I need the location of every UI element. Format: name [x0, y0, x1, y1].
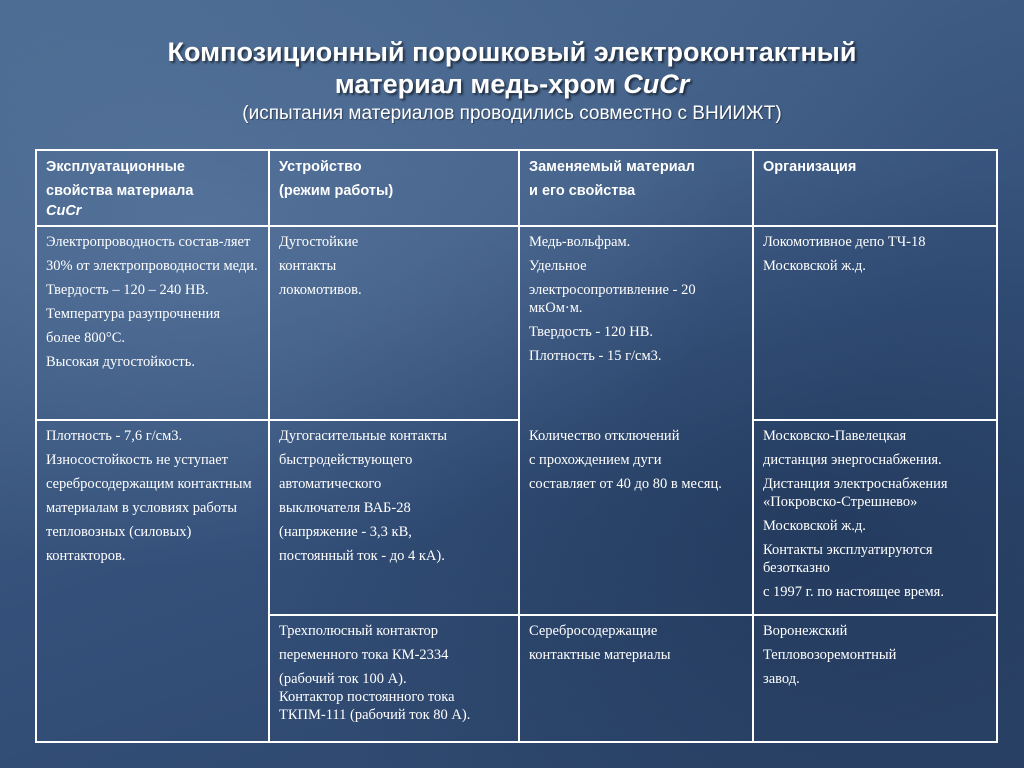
cell-row1-organization: [754, 227, 996, 419]
cell-row2-replaced: [520, 421, 752, 614]
device-text: Дугогасительные контакты: [279, 428, 447, 444]
cell-row2-organization: [754, 421, 996, 614]
header-properties-line2: свойства материала: [46, 183, 194, 199]
replaced-text: Медь-вольфрам.: [529, 234, 631, 250]
replaced-text: контактные материалы: [529, 647, 671, 663]
header-replaced-line1: Заменяемый материал: [529, 159, 695, 175]
title-line-2-main: материал медь-хром: [334, 69, 624, 99]
property-text: контакторов.: [46, 548, 126, 564]
property-text: тепловозных (силовых): [46, 524, 192, 540]
cell-row1-replaced: [520, 227, 752, 419]
replaced-text: Удельное: [529, 258, 587, 274]
property-text: Плотность - 7,6 г/см3.: [46, 428, 183, 444]
device-text: Контактор постоянного тока ТКПМ-111 (рабочий ток 80 А).: [279, 689, 471, 723]
header-device-line1: Устройство: [279, 159, 362, 175]
organization-text: Московской ж.д.: [763, 258, 866, 274]
property-text: 30% от электропроводности меди.: [46, 258, 258, 274]
replaced-text: Количество отключений: [529, 428, 680, 444]
organization-text: дистанция энергоснабжения.: [763, 452, 942, 468]
cell-row1-device: [270, 227, 518, 419]
device-text: локомотивов.: [279, 282, 362, 298]
replaced-text: составляет от 40 до 80 в месяц.: [529, 476, 722, 492]
device-text: постоянный ток - до 4 кА).: [279, 548, 445, 564]
organization-text: завод.: [763, 671, 800, 687]
header-replaced: [520, 151, 752, 225]
cell-row3-device: [270, 616, 518, 741]
property-text: материалам в условиях работы: [46, 500, 237, 516]
replaced-text: с прохождением дуги: [529, 452, 662, 468]
property-text: Твердость – 120 – 240 НВ.: [46, 282, 209, 298]
property-text: Высокая дугостойкость.: [46, 354, 196, 370]
organization-text: Воронежский: [763, 623, 848, 639]
property-text: Износостойкость не уступает: [46, 452, 229, 468]
device-text: быстродействующего: [279, 452, 413, 468]
replaced-text: Плотность - 15 г/см3.: [529, 348, 662, 364]
header-properties-line3: CuCr: [46, 203, 82, 219]
table-border-right: [996, 149, 998, 743]
property-text: Температура разупрочнения: [46, 306, 221, 322]
property-text: серебросодержащим контактным: [46, 476, 252, 492]
replaced-text: электросопротивление - 20 мкОм·м.: [529, 282, 696, 316]
header-properties: [37, 151, 268, 225]
cell-row3-organization: [754, 616, 996, 741]
device-text: (напряжение - 3,3 кВ,: [279, 524, 412, 540]
device-text: переменного тока КМ-2334: [279, 647, 449, 663]
device-text: (рабочий ток 100 А).: [279, 671, 407, 687]
header-replaced-line2: и его свойства: [529, 183, 636, 199]
header-properties-line1: Эксплуатационные: [46, 159, 185, 175]
header-device-line2: (режим работы): [279, 183, 394, 199]
title-line-1: Композиционный порошковый электроконтактный: [167, 37, 857, 67]
header-device: [270, 151, 518, 225]
property-text: Электропроводность состав-ляет: [46, 234, 251, 250]
cell-properties-bottom: [37, 421, 268, 741]
device-text: выключателя ВАБ-28: [279, 500, 411, 516]
organization-text: Московско-Павелецкая: [763, 428, 907, 444]
cell-properties-top: [37, 227, 268, 419]
header-organization-line1: Организация: [763, 159, 857, 175]
title-line-2-formula: CuCr: [623, 69, 690, 99]
cell-row3-replaced: [520, 616, 752, 741]
header-organization: [754, 151, 996, 225]
device-text: контакты: [279, 258, 337, 274]
device-text: Дугостойкие: [279, 234, 359, 250]
organization-text: Московской ж.д.: [763, 518, 866, 534]
slide-subtitle: (испытания материалов проводились совместно с ВНИИЖТ): [242, 103, 782, 124]
organization-text: Тепловозоремонтный: [763, 647, 897, 663]
replaced-text: Серебросодержащие: [529, 623, 658, 639]
organization-text: Контакты эксплуатируются безотказно: [763, 542, 933, 576]
device-text: Трехполюсный контактор: [279, 623, 439, 639]
organization-text: с 1997 г. по настоящее время.: [763, 584, 944, 600]
device-text: автоматического: [279, 476, 382, 492]
cell-row2-device: [270, 421, 518, 614]
organization-text: Локомотивное депо ТЧ-18: [763, 234, 926, 250]
organization-text: Дистанция электроснабжения «Покровско-Стрешнево»: [763, 476, 948, 510]
property-text: более 800°С.: [46, 330, 126, 346]
table-border-bottom: [35, 741, 998, 743]
replaced-text: Твердость - 120 НВ.: [529, 324, 653, 340]
